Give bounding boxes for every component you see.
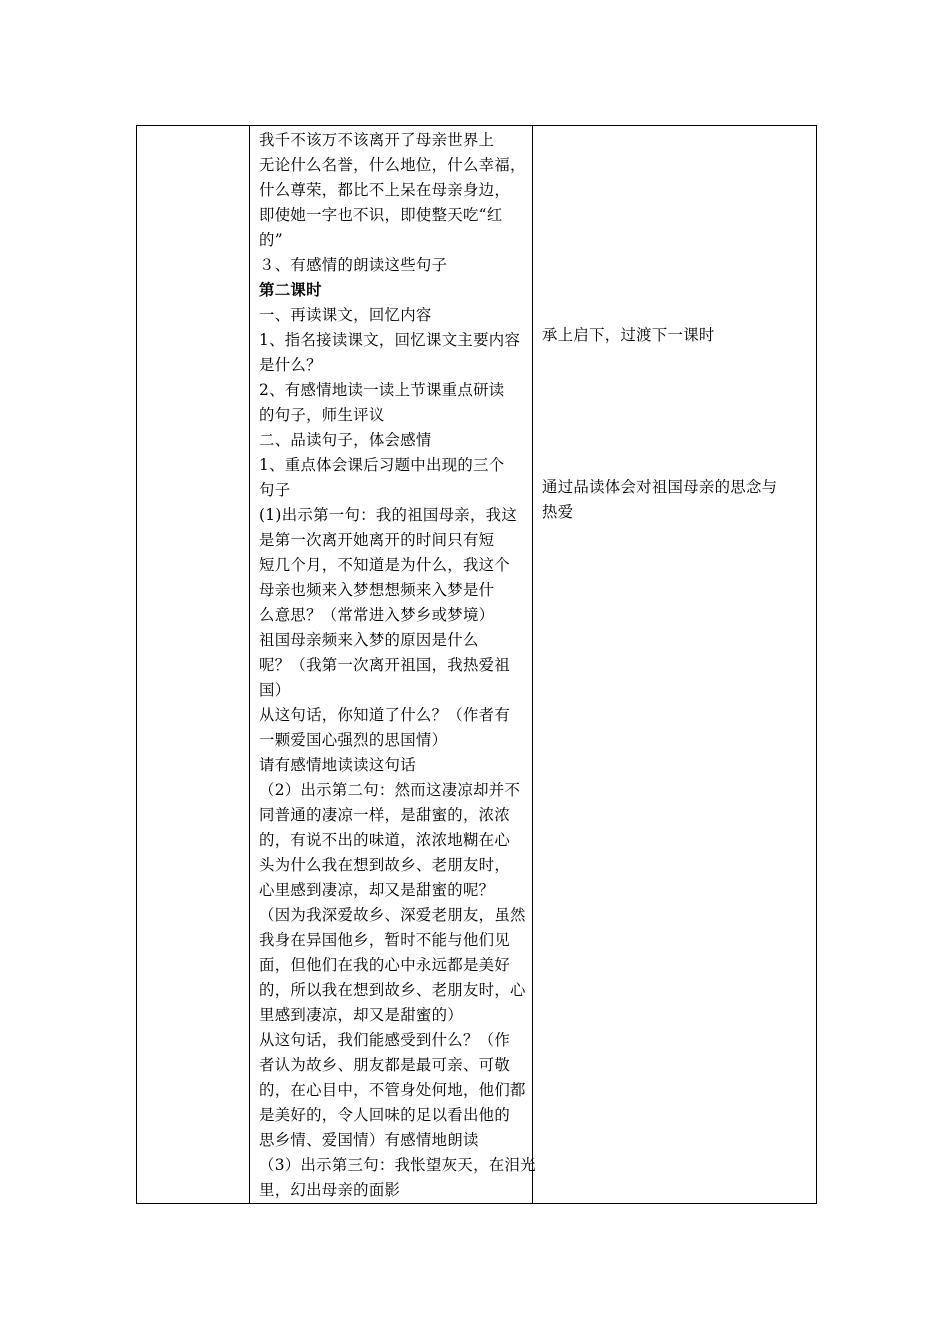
text-line: 一、再读课文，回忆内容 — [259, 306, 432, 324]
text-line: 是第一次离开她离开的时间只有短 — [259, 531, 495, 549]
text-line: 一颗爱国心强烈的思国情） — [259, 731, 448, 749]
text-line: 是什么？ — [259, 356, 322, 374]
text-line: 从这句话，你知道了什么？（作者有 — [259, 706, 511, 724]
text-line: 的，有说不出的味道，浓浓地糊在心 — [259, 831, 511, 849]
text-line: 的，在心目中，不管身处何地，他们都 — [259, 1081, 526, 1099]
text-line: 国） — [259, 681, 291, 699]
text-line: 我身在异国他乡，暂时不能与他们见 — [259, 931, 511, 949]
text-line: 心里感到凄凉，却又是甜蜜的呢？ — [259, 881, 495, 899]
text-line: 的句子，师生评议 — [259, 406, 385, 424]
text-line: 2、有感情地读一读上节课重点研读 — [259, 381, 505, 399]
reading-purpose-note-line-2: 热爱 — [542, 503, 574, 521]
text-line: 的，所以我在想到故乡、老朋友时，心 — [259, 981, 526, 999]
text-line: 同普通的凄凉一样，是甜蜜的，浓浓 — [259, 806, 511, 824]
text-line: 什么尊荣，都比不上呆在母亲身边， — [259, 181, 511, 199]
section-heading-second-period: 第二课时 — [259, 281, 322, 299]
text-line: 者认为故乡、朋友都是最可亲、可敬 — [259, 1056, 511, 1074]
teaching-content-text — [250, 126, 536, 1203]
text-line: 请有感情地读读这句话 — [259, 756, 416, 774]
teaching-content-cell — [250, 126, 536, 1204]
text-line: （因为我深爱故乡、深爱老朋友，虽然 — [259, 906, 526, 924]
text-line: 1、指名接读课文，回忆课文主要内容 — [259, 331, 521, 349]
design-intent-cell — [533, 126, 817, 1204]
text-line: 里感到凄凉，却又是甜蜜的） — [259, 1006, 463, 1024]
transition-note: 承上启下，过渡下一课时 — [542, 326, 715, 344]
text-line: 1、重点体会课后习题中出现的三个 — [259, 456, 505, 474]
reading-purpose-note-line-1: 通过品读体会对祖国母亲的思念与 — [542, 478, 778, 496]
text-line: 头为什么我在想到故乡、老朋友时， — [259, 856, 511, 874]
lesson-plan-table — [136, 125, 817, 1204]
text-line: 二、品读句子，体会感情 — [259, 431, 432, 449]
table-row — [137, 126, 817, 1204]
text-line: 从这句话，我们能感受到什么？（作 — [259, 1031, 511, 1049]
text-line: 呢？（我第一次离开祖国，我热爱祖 — [259, 656, 511, 674]
text-line: （2）出示第二句：然而这凄凉却并不 — [259, 781, 521, 799]
text-line: （3）出示第三句：我怅望灰天，在泪光 — [259, 1156, 536, 1174]
text-line: (1)出示第一句：我的祖国母亲，我这 — [259, 506, 518, 524]
text-line: 母亲也频来入梦想想频来入梦是什 — [259, 581, 495, 599]
text-line: 即使她一字也不识，即使整天吃“红 — [259, 206, 503, 224]
blank-left-column — [137, 126, 250, 1204]
reading-purpose-note — [542, 475, 777, 525]
text-line: 面，但他们在我的心中永远都是美好 — [259, 956, 511, 974]
text-line: 思乡情、爱国情）有感情地朗读 — [259, 1131, 479, 1149]
text-line: 里，幻出母亲的面影 — [259, 1181, 401, 1199]
text-line: 的” — [259, 231, 283, 249]
text-line: 么意思？（常常进入梦乡或梦境） — [259, 606, 495, 624]
text-line: ３、有感情的朗读这些句子 — [259, 256, 448, 274]
text-line: 句子 — [259, 481, 291, 499]
text-line: 我千不该万不该离开了母亲世界上 — [259, 131, 495, 149]
text-line: 短几个月，不知道是为什么，我这个 — [259, 556, 511, 574]
text-line: 祖国母亲频来入梦的原因是什么 — [259, 631, 479, 649]
design-intent-notes — [533, 126, 816, 1203]
text-line: 无论什么名誉，什么地位，什么幸福， — [259, 156, 526, 174]
text-line: 是美好的，令人回味的足以看出他的 — [259, 1106, 511, 1124]
